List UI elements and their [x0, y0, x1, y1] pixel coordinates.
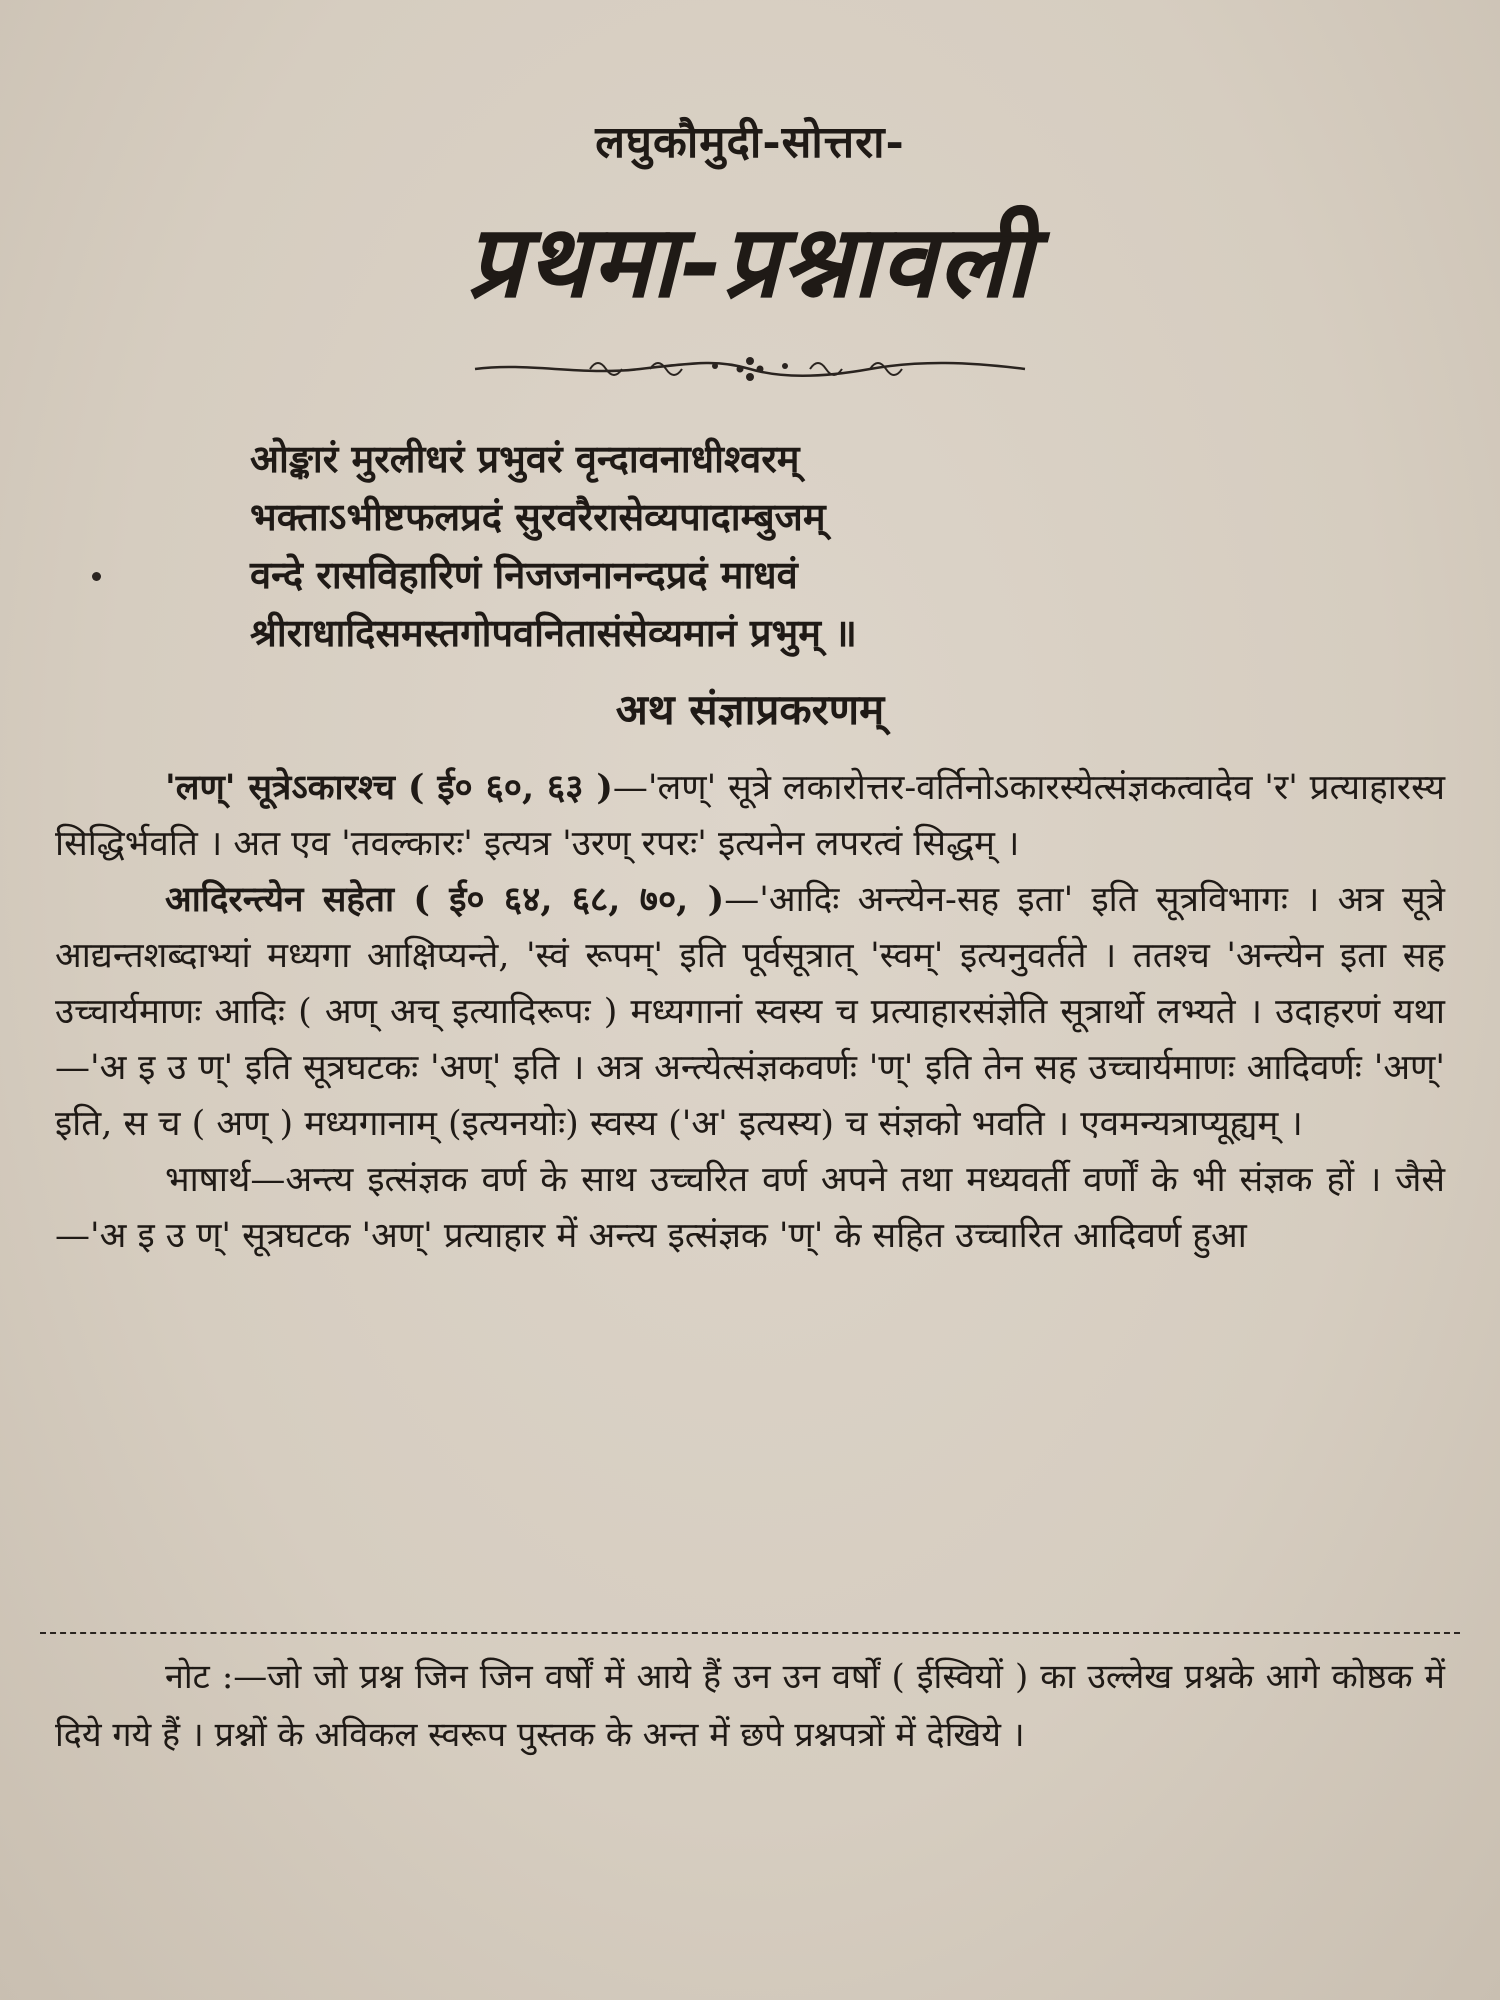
sutra-heading: आदिरन्त्येन सहेता ( ई० ६४, ६८, ७०, )	[165, 879, 725, 920]
footnote	[55, 1648, 1445, 1764]
paragraph	[55, 760, 1445, 872]
paragraph-text: —'लण्' सूत्रे लकारोत्तर-वर्तिनोऽकारस्येत्संज्ञकत्वादेव 'र' प्रत्याहारस्य सिद्धिर्भवति । अत एव 'तवल्कारः' इत्यत्र 'उरण् रपरः' इत्यनेन लपरत्वं सिद्धम् ।	[55, 768, 1445, 864]
verse-line: भक्ताऽभीष्टफलप्रदं सुरवरैरासेव्यपादाम्बुजम्	[250, 494, 826, 539]
verse-line: वन्दे रासविहारिणं निजजनानन्दप्रदं माधवं	[250, 552, 798, 597]
note-text: नोट :—जो जो प्रश्न जिन जिन वर्षों में आये हैं उन उन वर्षों ( ईस्वियों ) का उल्लेख प्रश्नके आगे कोष्ठक में दिये गये हैं । प्रश्नों के अविकल स्वरूप पुस्तक के अन्त में छपे प्रश्नपत्रों में देखिये ।	[55, 1657, 1445, 1755]
paragraph	[55, 872, 1445, 1152]
sutra-heading: 'लण्' सूत्रेऽकारश्च ( ई० ६०, ६३ )	[165, 767, 613, 808]
dashed-divider	[40, 1632, 1460, 1634]
invocation-verse	[250, 430, 1300, 662]
paragraph	[55, 1152, 1445, 1264]
paragraph-text: —'आदिः अन्त्येन-सह इता' इति सूत्रविभागः । अत्र सूत्रे आद्यन्तशब्दाभ्यां मध्यगा आक्षिप्यन्ते, 'स्वं रूपम्' इति पूर्वसूत्रात् 'स्वम्' इत्यनुवर्तते । ततश्च 'अन्त्येन इता सह उच्चार्यमाणः आदिः ( अण् अच् इत्यादिरूपः ) मध्यगानां स्वस्य च प्रत्याहारसंज्ञेति सूत्रार्थो लभ्यते । उदाहरणं यथा—'अ इ उ ण्' इति सूत्रघटकः 'अण्' इति । अत्र अन्त्येत्संज्ञकवर्णः 'ण्' इति तेन सह उच्चार्यमाणः आदिवर्णः 'अण्' इति, स च ( अण् ) मध्यगानाम् (इत्यनयोः) स्वस्य ('अ' इत्यस्य) च संज्ञको भवति । एवमन्यत्राप्यूह्यम् ।	[55, 880, 1445, 1144]
ornament-divider-icon	[470, 352, 1030, 386]
section-heading: अथ संज्ञाप्रकरणम्	[615, 685, 885, 734]
verse-line: श्रीराधादिसमस्तगोपवनितासंसेव्यमानं प्रभुम् ॥	[250, 610, 857, 655]
page-title: प्रथमा-प्रश्नावली	[466, 202, 1034, 320]
verse-line: ओङ्कारं मुरलीधरं प्रभुवरं वृन्दावनाधीश्वरम्	[250, 436, 800, 481]
book-kicker: लघुकौमुदी-सोत्तरा-	[595, 117, 905, 168]
paragraph-text: भाषार्थ—अन्त्य इत्संज्ञक वर्ण के साथ उच्चरित वर्ण अपने तथा मध्यवर्ती वर्णों के भी संज्ञक हों । जैसे—'अ इ उ ण्' सूत्रघटक 'अण्' प्रत्याहार में अन्त्य इत्संज्ञक 'ण्' के सहित उच्चारित आदिवर्ण हुआ	[55, 1160, 1445, 1256]
commentary-body	[55, 760, 1445, 1264]
ink-speck	[92, 572, 101, 581]
